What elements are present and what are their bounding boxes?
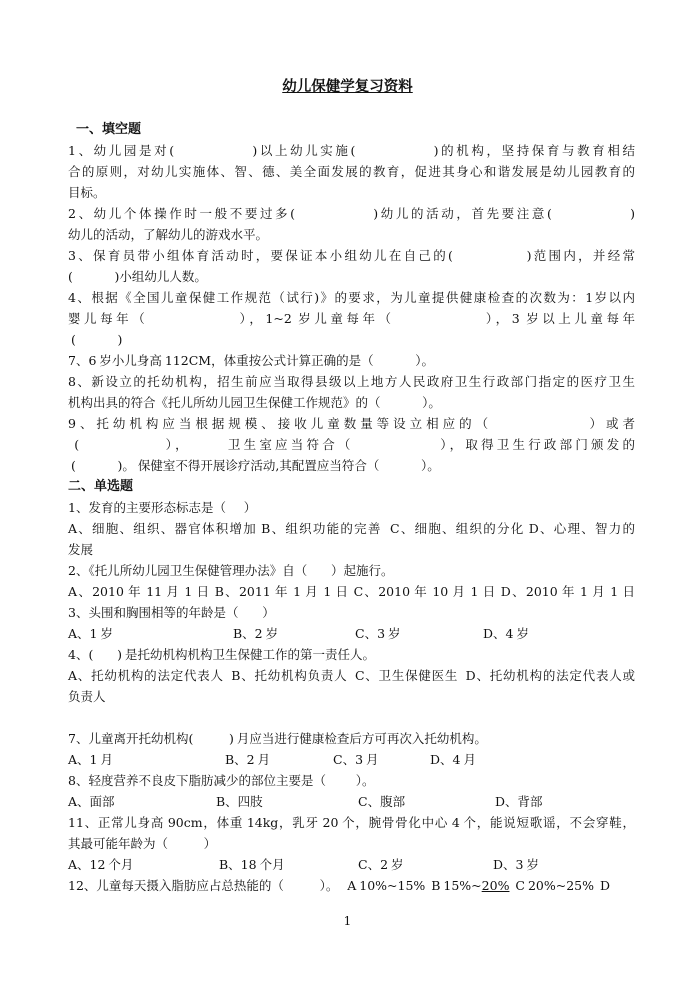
question-line: ( )	[68, 332, 123, 347]
question-line: 8、新设立的托幼机构，招生前应当取得县级以上地方人民政府卫生行政部门指定的医疗卫生	[68, 374, 635, 389]
option-b: B、四肢	[216, 794, 263, 809]
question-4-options: A、托幼机构的法定代表人 B、托幼机构负责人 C、卫生保健医生 D、托幼机构的法定代表人或	[68, 668, 635, 683]
option-d: D、3 岁	[493, 857, 539, 872]
question-line: 4、根据《全国儿童保健工作规范（试行)》的要求，为儿童提供健康检查的次数为：1岁以内	[68, 290, 635, 305]
question-line: 3、保育员带小组体育活动时，要保证本小组幼儿在自己的( )范围内，并经常	[68, 248, 635, 263]
question-12-text: 12、儿童每天摄入脂肪应占总热能的（ ）。 A 10%~15% B 15%~	[68, 878, 482, 893]
question-line: 合的原则，对幼儿实施体、智、德、美全面发展的教育，促进其身心和谐发展是幼儿园教育的	[68, 164, 635, 179]
title-text: 幼儿保健学复习资料	[282, 79, 413, 95]
question-line: ( )。 保健室不得开展诊疗活动,其配置应当符合（ ）。	[68, 458, 440, 473]
question-11-options	[68, 854, 635, 875]
question-line: ( )小组幼儿人数。	[68, 269, 207, 284]
question-2-options: A、2010 年 11 月 1 日 B、2011 年 1 月 1 日 C、2010 年 10 月 1 日 D、2010 年 1 月 1 日	[68, 584, 635, 599]
question-line: 幼儿的活动，了解幼儿的游戏水平。	[68, 227, 269, 242]
question-1: 1、发育的主要形态标志是（ ）	[68, 500, 257, 515]
section-heading-fill-blank: 一、填空题	[76, 122, 142, 137]
option-a: A、1 岁	[68, 626, 113, 641]
option-a: A、1 月	[68, 752, 113, 767]
underlined-answer: 20%	[481, 878, 510, 893]
question-4: 4、( ) 是托幼机构机构卫生保健工作的第一责任人。	[68, 647, 375, 662]
question-line: 婴儿每年（ ），1~2 岁儿童每年（ ），3 岁以上儿童每年	[68, 311, 635, 326]
question-line: 9、托幼机构应当根据规模、接收儿童数量等设立相应的（ ）或者	[68, 416, 635, 431]
page-number: 1	[343, 914, 352, 928]
question-3: 3、头围和胸围相等的年龄是（ ）	[68, 605, 275, 620]
option-d: D、4 月	[430, 752, 476, 767]
question-8-options	[68, 791, 635, 812]
question-3-options	[68, 623, 635, 644]
option-d: D、4 岁	[483, 626, 529, 641]
question-1-options-cont: 发展	[68, 542, 94, 557]
option-c: C、2 岁	[358, 857, 404, 872]
option-a: A、面部	[68, 794, 115, 809]
question-7-options	[68, 749, 635, 770]
question-line: 1、幼儿园是对( )以上幼儿实施( )的机构，坚持保育与教育相结	[68, 143, 635, 158]
question-line: ( ）， 卫生室应当符合（ ），取得卫生行政部门颁发的	[68, 437, 635, 452]
option-b: B、2 月	[225, 752, 271, 767]
question-11-cont: 其最可能年龄为（ ）	[68, 836, 217, 851]
question-8: 8、轻度营养不良皮下脂肪减少的部位主要是（ ）。	[68, 773, 375, 788]
option-a: A、12 个月	[68, 857, 134, 872]
question-line: 2、幼儿个体操作时一般不要过多( )幼儿的活动，首先要注意( )	[68, 206, 635, 221]
document-body	[68, 0, 635, 950]
question-line: 7、6 岁小儿身高 112CM，体重按公式计算正确的是（ ）。	[68, 353, 434, 368]
question-11: 11、正常儿身高 90cm，体重 14kg，乳牙 20 个，腕骨骨化中心 4 个，能说短歌谣，不会穿鞋，	[68, 815, 635, 830]
question-4-options-cont: 负责人	[68, 689, 106, 704]
option-b: B、2 岁	[233, 626, 279, 641]
question-line: 目标。	[68, 185, 106, 200]
option-b: B、18 个月	[219, 857, 285, 872]
question-12-text-end: C 20%~25% D	[509, 878, 610, 893]
section-heading-single-choice: 二、单选题	[68, 479, 134, 494]
question-1-options: A、细胞、组织、器官体积增加 B、组织功能的完善 C、细胞、组织的分化 D、心理、智力的	[68, 521, 635, 536]
question-7: 7、儿童离开托幼机构( ) 月应当进行健康检查后方可再次入托幼机构。	[68, 731, 487, 746]
question-2: 2、《托儿所幼儿园卫生保健管理办法》自（ ）起施行。	[68, 563, 394, 578]
option-c: C、3 岁	[355, 626, 401, 641]
option-d: D、背部	[495, 794, 543, 809]
option-c: C、腹部	[358, 794, 406, 809]
question-line: 机构出具的符合《托儿所幼儿园卫生保健工作规范》的（ ）。	[68, 395, 441, 410]
question-12	[68, 875, 635, 896]
option-c: C、3 月	[333, 752, 379, 767]
